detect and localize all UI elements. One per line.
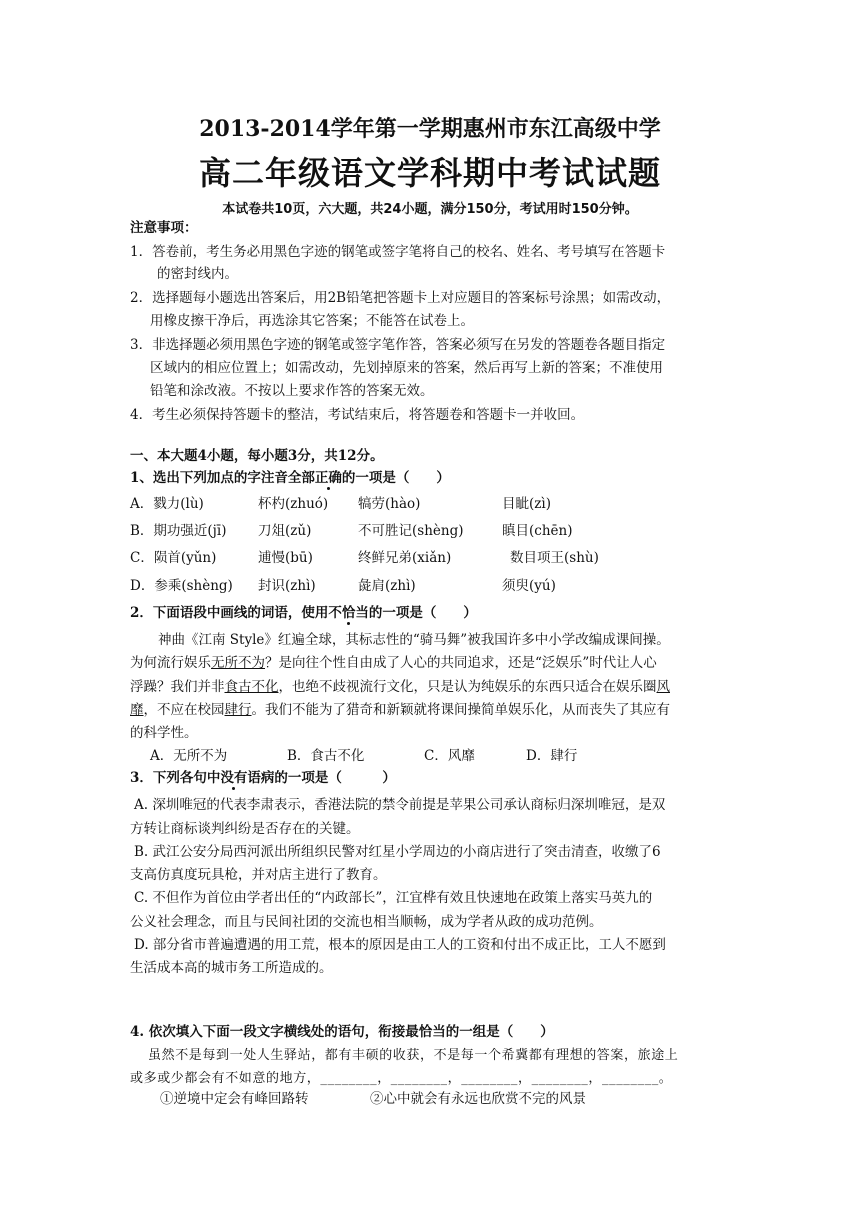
q2-passage-line: 神曲《江南 Style》红遍全球，其标志性的“骑马舞”被我国许多中小学改编成课间操。 [158,632,670,648]
q3-option-line: 支高仿真度玩具枪，并对店主进行了教育。 [130,867,387,883]
question-2-stem [130,603,477,623]
q1-option-d3: 彘肩(zhì) [358,578,416,594]
q1-option-b4: 瞋目(chēn) [502,523,573,539]
q2-option-d: D．肆行 [526,748,578,764]
q3-option-line: B. 武江公安分局西河派出所组织民警对红星小学周边的小商店进行了突击清查，收缴了6 [134,844,661,860]
q2-stem-a: 2．下面语段中画线的词语，使用 [130,605,329,621]
q1-option-c2: 逋慢(bū) [258,550,313,566]
notice-line: 区域内的相应位置上；如需改动，先划掉原来的答案，然后再写上新的答案；不准使用 [150,360,663,376]
q2-passage-line [130,653,657,673]
notice-line: 4．考生必须保持答题卡的整洁，考试结束后，将答题卷和答题卡一并收回。 [130,407,585,423]
q1-option-c4: 数目项王(shù) [510,550,599,566]
q2-option-a: A．无所不为 [150,748,228,764]
q1-option-d4: 须臾(yú) [502,578,556,594]
q3-option-line: 生活成本高的城市务工所造成的。 [130,960,333,976]
q4-passage-line: 或多或少都会有不如意的地方，________，________，________，________，________。 [130,1071,673,1086]
question-4-stem: 4. 依次填入下面一段文字横线处的语句，衔接最恰当的一组是（ ） [130,1024,554,1040]
notice-line: 的密封线内。 [157,266,238,282]
q1-option-b2: 刀俎(zǔ) [258,523,312,539]
q1-option-d1: D．参乘(shèng) [130,578,233,594]
q2-passage-line [130,700,670,720]
q3-option-line: 方转让商标谈判纠纷是否存在的关键。 [130,821,360,837]
notice-line: 铅笔和涂改液。不按以上要求作答的答案无效。 [150,383,434,399]
q2-text: 。我们不能为了猎奇和新颖就将课间操简单娱乐化，从而丧失了其应有 [251,702,670,718]
notice-heading: 注意事项： [130,220,198,236]
q2-underlined-word: 食古不化 [224,679,279,695]
q2-text: 浮躁？我们并非 [130,679,225,695]
q1-option-a2: 杯杓(zhuó) [258,496,329,512]
q2-text: ，不应在校园 [143,702,225,718]
q4-passage-line: 虽然不是每到一处人生驿站，都有丰硕的收获，不是每一个希冀都有理想的答案，旅途上 [148,1048,679,1063]
q2-text: ，也绝不歧视流行文化，只是认为纯娱乐的东西只适合在娱乐圈 [278,679,657,695]
exam-info: 本试卷共10页，六大题，共24小题，满分150分，考试用时150分钟。 [222,202,638,217]
q3-stem-emphasis: 没有 [220,770,248,786]
notice-line: 用橡皮擦干净后，再选涂其它答案；不能答在试卷上。 [150,313,474,329]
q1-option-c1: C．陨首(yǔn) [130,550,217,566]
q1-option-a4: 目眦(zì) [502,496,551,512]
q3-stem-b: 语病的一项是（ ） [247,770,396,786]
q2-option-b: B．食古不化 [287,748,365,764]
exam-title-subject: 高二年级语文学科期中考试试题 [198,154,661,192]
q2-underlined-word: 肆行 [224,702,252,718]
q3-option-line: C. 不但作为首位由学者出任的“内政部长”，江宜桦有效且快速地在政策上落实马英九的 [134,890,653,906]
q1-option-b3: 不可胜记(shèng) [358,523,464,539]
q2-passage-line [130,677,670,697]
q1-option-d2: 封识(zhì) [258,578,316,594]
q3-option-line: A. 深圳唯冠的代表李肃表示，香港法院的禁令前提是苹果公司承认商标归深圳唯冠，是双 [134,797,666,813]
q2-text: ？是向往个性自由成了人心的共同追求，还是“泛娱乐”时代让人心 [265,655,657,671]
q3-option-line: D. 部分省市普遍遭遇的用工荒，根本的原因是由工人的工资和付出不成正比，工人不愿到 [134,937,666,953]
notice-line: 2．选择题每小题选出答案后，用2B铅笔把答题卡上对应题目的答案标号涂黑；如需改动， [130,290,671,306]
q2-underlined-word: 风 [656,679,670,695]
q1-stem-a: 1、选出下列加点的字注音全部 [130,470,315,486]
notice-line: 1．答卷前，考生务必用黑色字迹的钢笔或签字笔将自己的校名、姓名、考号填写在答题卡 [130,244,666,260]
q1-option-a3: 犒劳(hào) [358,496,421,512]
exam-title-school: 2013-2014学年第一学期惠州市东江高级中学 [199,116,661,142]
q2-text: 为何流行娱乐 [130,655,211,671]
q2-underlined-word: 无所不为 [211,655,265,671]
q2-underlined-word: 靡 [130,702,144,718]
q4-choice-2: ②心中就会有永远也欣赏不完的风景 [370,1091,586,1107]
q4-choice-1: ①逆境中定会有峰回路转 [160,1091,309,1107]
q1-option-c3: 终鲜兄弟(xiǎn) [358,550,452,566]
question-3-stem [130,768,396,788]
q1-option-b1: B．期功强近(jī) [130,523,227,539]
q2-stem-emphasis: 不恰当 [328,605,369,621]
q3-option-line: 公义社会理念，而且与民间社团的交流也相当顺畅，成为学者从政的成功范例。 [130,914,603,930]
q2-stem-b: 的一项是（ ） [368,605,477,621]
section-heading: 一、本大题4小题，每小题3分，共12分。 [130,448,384,464]
notice-line: 3．非选择题必须用黑色字迹的钢笔或签字笔作答，答案必须写在另发的答题卷各题目指定 [130,337,666,353]
q1-stem-b: 的一项是（ ） [341,470,450,486]
q3-stem-a: 3．下列各句中 [130,770,221,786]
q1-stem-emphasis: 正确 [314,470,342,486]
question-1-stem [130,468,450,488]
q2-option-c: C．风靡 [424,748,475,764]
q1-option-a1: A．戮力(lù) [130,496,204,512]
q2-passage-line: 的科学性。 [130,725,198,741]
